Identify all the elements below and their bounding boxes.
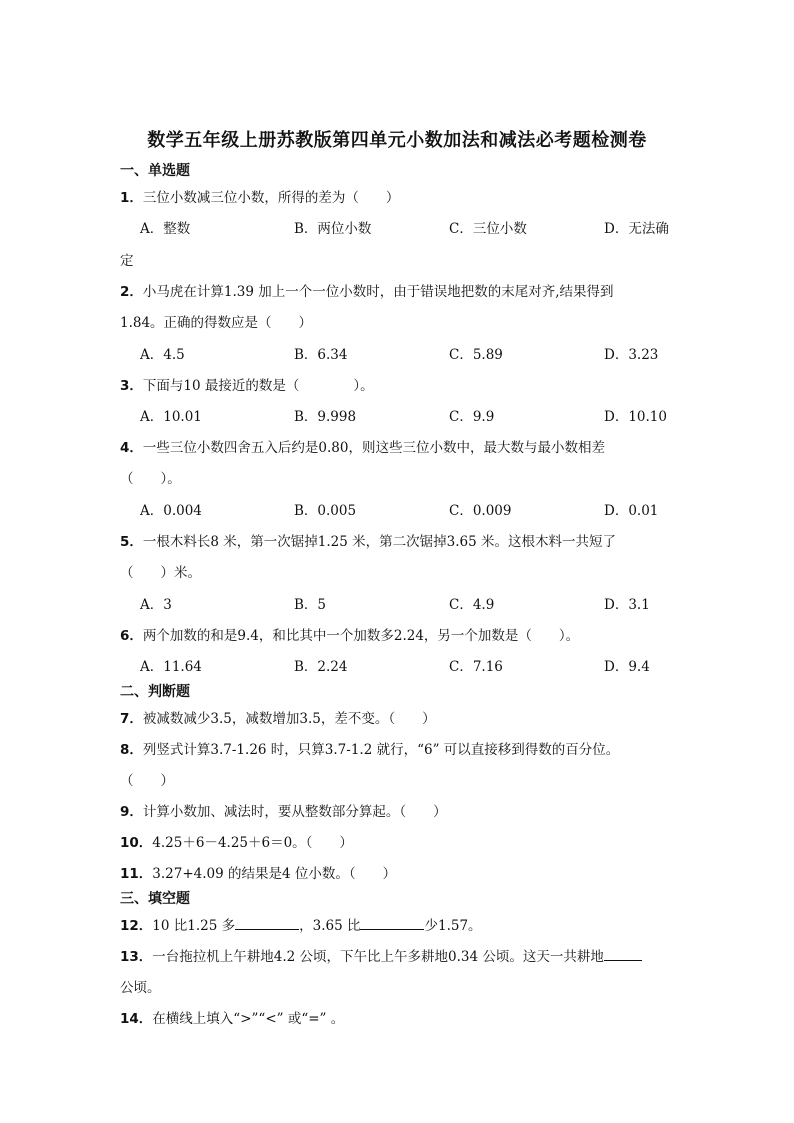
option-a: A．0.004: [140, 503, 202, 519]
question-5: [120, 530, 680, 550]
option-a: A．10.01: [140, 409, 202, 425]
question-2-continuation: 1.84。正确的得数应是（ ）: [120, 315, 313, 331]
question-12: [120, 914, 680, 934]
question-14: [120, 1007, 680, 1027]
option-d: D．0.01: [604, 503, 659, 519]
question-6: [120, 624, 680, 644]
option-c: C．4.9: [449, 597, 495, 613]
option-b: B．5: [294, 597, 327, 613]
question-2: [120, 280, 680, 300]
question-10: [120, 831, 680, 851]
question-11: [120, 862, 680, 882]
question-text: 下面与10 最接近的数是（ ）。: [142, 378, 374, 394]
option-d: D．10.10: [604, 409, 667, 425]
question-text: 列竖式计算3.7-1.26 时，只算3.7-1.2 就行，“6” 可以直接移到得数的百分位。: [142, 742, 620, 758]
question-number: 10．: [120, 835, 153, 851]
option-d: D．3.23: [604, 347, 659, 363]
question-4-continuation: （ ）。: [120, 471, 181, 487]
option-b: B．两位小数: [294, 221, 372, 237]
question-text: 两个加数的和是9.4，和比其中一个加数多2.24，另一个加数是（ ）。: [142, 628, 580, 644]
question-7: [120, 707, 680, 727]
question-8: [120, 738, 680, 758]
option-b: B．2.24: [294, 659, 348, 675]
question-5-continuation: （ ）米。: [120, 565, 201, 581]
question-13-continuation: 公顷。: [120, 980, 161, 996]
option-d: D．9.4: [604, 659, 650, 675]
option-b: B．9.998: [294, 409, 357, 425]
option-a: A．4.5: [140, 347, 185, 363]
question-number: 11．: [120, 866, 153, 882]
question-text: 三位小数减三位小数，所得的差为（ ）: [142, 190, 400, 206]
question-text: 4.25＋6－4.25＋6＝0。（ ）: [152, 835, 353, 851]
question-9: [120, 800, 680, 820]
option-d: D．无法确: [604, 221, 669, 237]
answer-blank[interactable]: [235, 917, 299, 930]
section-heading-single-choice: 一、单选题: [120, 163, 190, 179]
question-number: 6．: [120, 628, 143, 644]
question-number: 9．: [120, 804, 143, 820]
question-number: 7．: [120, 711, 143, 727]
question-text: 被减数减少3.5，减数增加3.5，差不变。（ ）: [142, 711, 436, 727]
question-text-part: 10 比1.25 多: [152, 918, 236, 934]
question-text: 小马虎在计算1.39 加上一个一位小数时，由于错误地把数的末尾对齐,结果得到: [142, 284, 614, 300]
option-a: A．11.64: [140, 659, 202, 675]
question-number: 12．: [120, 918, 153, 934]
question-text: 一台拖拉机上午耕地4.2 公顷，下午比上午多耕地0.34 公顷。这天一共耕地: [152, 949, 604, 965]
section-heading-true-false: 二、判断题: [120, 684, 190, 700]
question-number: 13．: [120, 949, 153, 965]
question-1-continuation: 定: [120, 253, 134, 269]
question-4: [120, 436, 680, 456]
option-c: C．5.89: [449, 347, 503, 363]
question-number: 8．: [120, 742, 143, 758]
question-text: 一根木料长8 米，第一次锯掉1.25 米，第二次锯掉3.65 米。这根木料一共短了: [142, 534, 616, 550]
answer-blank[interactable]: [604, 948, 642, 961]
option-a: A．3: [140, 597, 172, 613]
answer-blank[interactable]: [360, 917, 424, 930]
question-number: 5．: [120, 534, 143, 550]
question-text-part: ，3.65 比: [299, 918, 361, 934]
question-13: [120, 945, 680, 965]
question-1: [120, 186, 680, 206]
question-text: 在横线上填入“>”“<” 或“=” 。: [152, 1011, 345, 1027]
page-title: 数学五年级上册苏教版第四单元小数加法和减法必考题检测卷: [147, 130, 647, 151]
question-text: 计算小数加、减法时，要从整数部分算起。（ ）: [142, 804, 447, 820]
option-c: C．三位小数: [449, 221, 527, 237]
option-c: C．7.16: [449, 659, 503, 675]
question-number: 1．: [120, 190, 143, 206]
section-heading-fill-in: 三、填空题: [120, 891, 190, 907]
question-number: 14．: [120, 1011, 153, 1027]
option-b: B．0.005: [294, 503, 357, 519]
question-text: 3.27+4.09 的结果是4 位小数。（ ）: [152, 866, 397, 882]
option-b: B．6.34: [294, 347, 348, 363]
option-a: A．整数: [140, 221, 191, 237]
question-3: [120, 374, 680, 394]
question-number: 3．: [120, 378, 143, 394]
question-number: 2．: [120, 284, 143, 300]
option-d: D．3.1: [604, 597, 650, 613]
question-text-part: 少1.57。: [424, 918, 482, 934]
option-c: C．0.009: [449, 503, 512, 519]
question-8-continuation: （ ）: [120, 773, 174, 789]
question-text: 一些三位小数四舍五入后约是0.80，则这些三位小数中，最大数与最小数相差: [142, 440, 605, 456]
question-number: 4．: [120, 440, 143, 456]
option-c: C．9.9: [449, 409, 495, 425]
